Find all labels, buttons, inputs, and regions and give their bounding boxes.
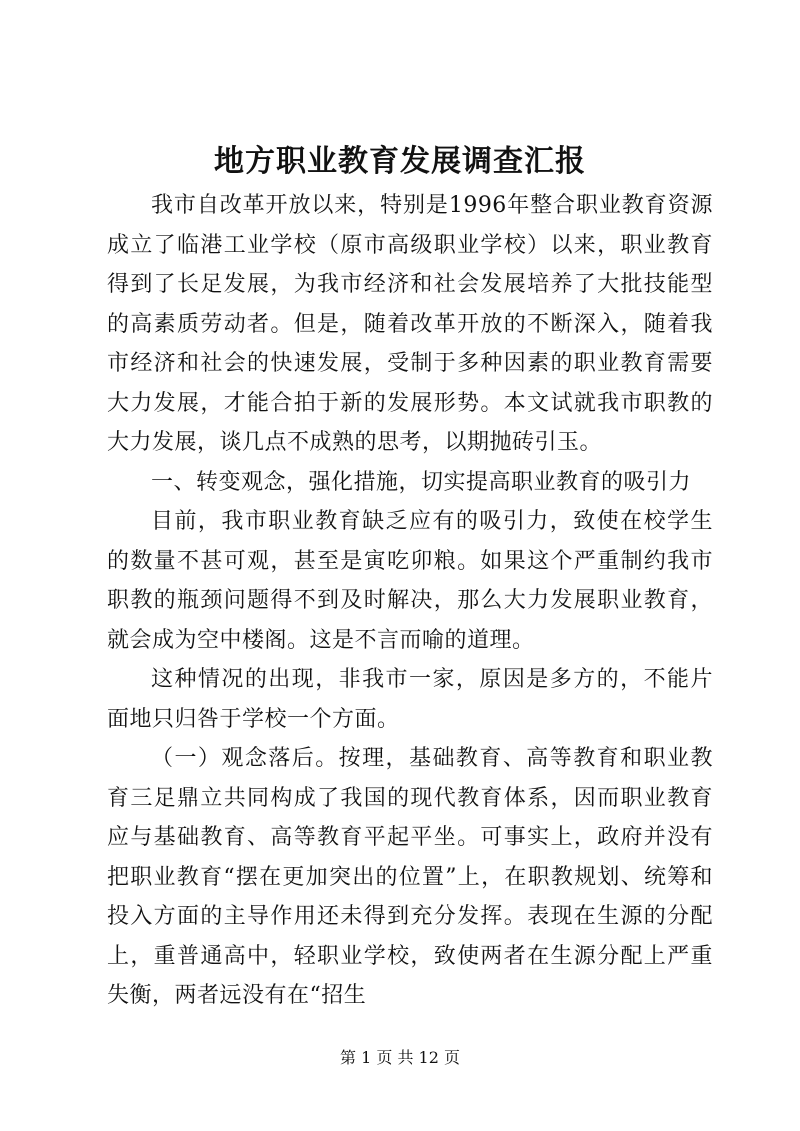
document-title: 地方职业教育发展调查汇报	[214, 144, 586, 179]
page-number-footer: 第 1 页 共 12 页	[340, 1048, 460, 1067]
section-heading-1: 一、转变观念，强化措施，切实提高职业教育的吸引力	[151, 469, 692, 495]
paragraph-outdated-concepts: （一）观念落后。按理，基础教育、高等教育和职业教育三足鼎立共同构成了我国的现代教育体系，因而职业教育应与基础教育、高等教育平起平坐。可事实上，政府并没有把职业教育“摆在更加突出的位置”上，在职教规划、统筹和投入方面的主导作用还未得到充分发挥。表现在生源的分配上，重普通高中，轻职业学校，致使两者在生源分配上严重失衡，两者远没有在“招生	[107, 746, 713, 1008]
document-body	[107, 186, 713, 1016]
paragraph-current-situation: 目前，我市职业教育缺乏应有的吸引力，致使在校学生的数量不甚可观，甚至是寅吃卯粮。如果这个严重制约我市职教的瓶颈问题得不到及时解决，那么大力发展职业教育，就会成为空中楼阁。这是不言而喻的道理。	[107, 509, 713, 653]
paragraph-intro: 我市自改革开放以来，特别是1996年整合职业教育资源成立了临港工业学校（原市高级职业学校）以来，职业教育得到了长足发展，为我市经济和社会发展培养了大批技能型的高素质劳动者。但是，随着改革开放的不断深入，随着我市经济和社会的快速发展，受制于多种因素的职业教育需要大力发展，才能合拍于新的发展形势。本文试就我市职教的大力发展，谈几点不成熟的思考，以期抛砖引玉。	[107, 193, 713, 455]
paragraph-reasons: 这种情况的出现，非我市一家，原因是多方的，不能片面地只归咎于学校一个方面。	[107, 667, 713, 732]
